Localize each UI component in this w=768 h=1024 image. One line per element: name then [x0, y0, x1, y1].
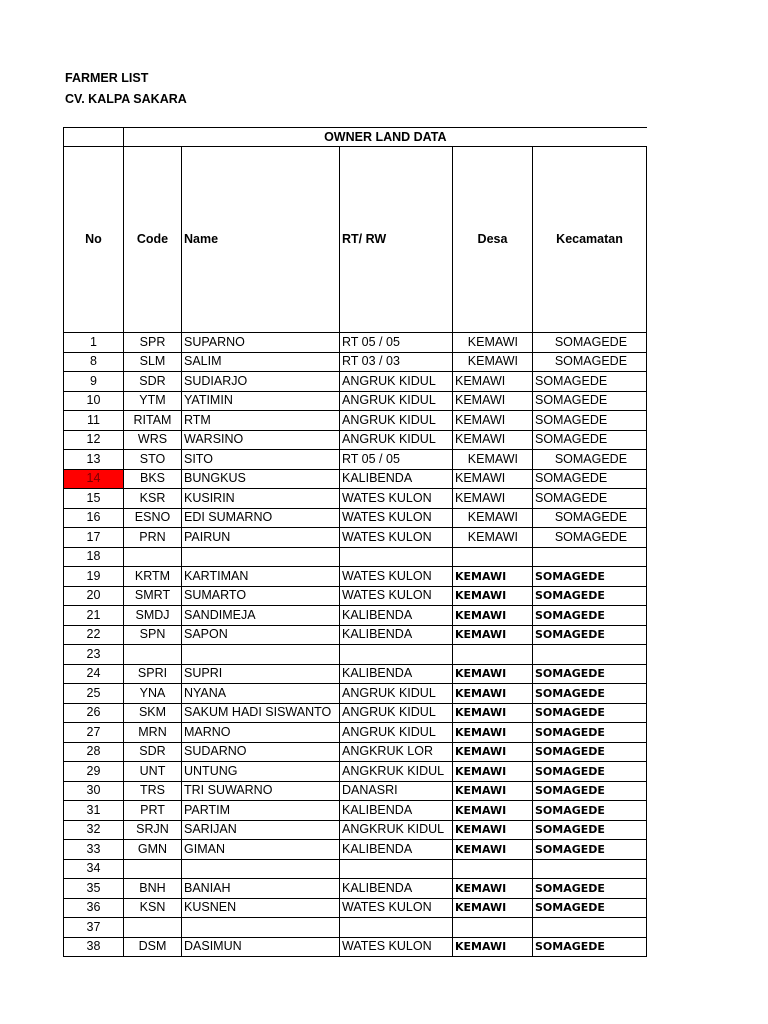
cell-rt-rw: WATES KULON — [340, 898, 453, 918]
cell-code: UNT — [124, 762, 182, 782]
cell-code: PRT — [124, 801, 182, 821]
cell-no: 12 — [64, 430, 124, 450]
cell-kecamatan: SOMAGEDE — [533, 801, 647, 821]
cell-code: SPRI — [124, 664, 182, 684]
cell-no: 10 — [64, 391, 124, 411]
cell-rt-rw: ANGRUK KIDUL — [340, 391, 453, 411]
cell-rt-rw: WATES KULON — [340, 528, 453, 548]
column-header-rt-rw: RT/ RW — [340, 147, 453, 333]
cell-desa: KEMAWI — [453, 372, 533, 392]
cell-desa: KEMAWI — [453, 352, 533, 372]
cell-code — [124, 918, 182, 938]
cell-desa: KEMAWI — [453, 469, 533, 489]
cell-rt-rw: ANGRUK KIDUL — [340, 411, 453, 431]
table-row — [64, 879, 647, 899]
cell-code: STO — [124, 450, 182, 470]
table-row — [64, 840, 647, 860]
cell-kecamatan: SOMAGEDE — [533, 508, 647, 528]
cell-kecamatan: SOMAGEDE — [533, 684, 647, 704]
table-row — [64, 508, 647, 528]
cell-name: RTM — [182, 411, 340, 431]
cell-name: SUPARNO — [182, 333, 340, 353]
document-title: FARMER LIST — [65, 71, 149, 85]
table-row — [64, 723, 647, 743]
cell-rt-rw — [340, 547, 453, 567]
cell-desa — [453, 918, 533, 938]
cell-code: SDR — [124, 372, 182, 392]
cell-code: SKM — [124, 703, 182, 723]
cell-code: SMRT — [124, 586, 182, 606]
cell-desa: KEMAWI — [453, 586, 533, 606]
cell-kecamatan: SOMAGEDE — [533, 391, 647, 411]
cell-no: 8 — [64, 352, 124, 372]
table-row — [64, 645, 647, 665]
cell-no: 15 — [64, 489, 124, 509]
cell-name: SAKUM HADI SISWANTO — [182, 703, 340, 723]
cell-code: YNA — [124, 684, 182, 704]
cell-desa: KEMAWI — [453, 333, 533, 353]
cell-kecamatan: SOMAGEDE — [533, 352, 647, 372]
cell-name — [182, 547, 340, 567]
cell-rt-rw: KALIBENDA — [340, 606, 453, 626]
cell-no: 37 — [64, 918, 124, 938]
table-row — [64, 918, 647, 938]
cell-kecamatan: SOMAGEDE — [533, 664, 647, 684]
cell-no: 25 — [64, 684, 124, 704]
cell-kecamatan — [533, 547, 647, 567]
company-name: CV. KALPA SAKARA — [65, 92, 187, 106]
cell-rt-rw — [340, 918, 453, 938]
cell-kecamatan: SOMAGEDE — [533, 333, 647, 353]
cell-no: 23 — [64, 645, 124, 665]
cell-rt-rw: WATES KULON — [340, 508, 453, 528]
cell-code: WRS — [124, 430, 182, 450]
cell-name: SANDIMEJA — [182, 606, 340, 626]
cell-rt-rw: WATES KULON — [340, 937, 453, 957]
cell-name: PARTIM — [182, 801, 340, 821]
cell-desa: KEMAWI — [453, 489, 533, 509]
cell-desa: KEMAWI — [453, 879, 533, 899]
cell-code: TRS — [124, 781, 182, 801]
cell-kecamatan: SOMAGEDE — [533, 625, 647, 645]
table-row — [64, 937, 647, 957]
cell-no: 19 — [64, 567, 124, 587]
cell-no: 14 — [64, 469, 124, 489]
cell-no: 26 — [64, 703, 124, 723]
cell-code: PRN — [124, 528, 182, 548]
cell-kecamatan: SOMAGEDE — [533, 411, 647, 431]
cell-name: YATIMIN — [182, 391, 340, 411]
cell-name: SITO — [182, 450, 340, 470]
group-header-spacer — [64, 128, 124, 147]
cell-rt-rw: RT 05 / 05 — [340, 333, 453, 353]
table-row — [64, 703, 647, 723]
cell-code: ESNO — [124, 508, 182, 528]
cell-kecamatan: SOMAGEDE — [533, 723, 647, 743]
cell-kecamatan: SOMAGEDE — [533, 372, 647, 392]
cell-desa: KEMAWI — [453, 781, 533, 801]
cell-kecamatan: SOMAGEDE — [533, 742, 647, 762]
cell-code: MRN — [124, 723, 182, 743]
cell-name: WARSINO — [182, 430, 340, 450]
column-header-name: Name — [182, 147, 340, 333]
cell-name: MARNO — [182, 723, 340, 743]
cell-name: KARTIMAN — [182, 567, 340, 587]
cell-code: KSR — [124, 489, 182, 509]
cell-name — [182, 859, 340, 879]
cell-kecamatan: SOMAGEDE — [533, 430, 647, 450]
owner-land-data-header: OWNER LAND DATA — [124, 128, 647, 147]
cell-kecamatan: SOMAGEDE — [533, 820, 647, 840]
cell-desa — [453, 547, 533, 567]
cell-code: SMDJ — [124, 606, 182, 626]
column-header-code: Code — [124, 147, 182, 333]
cell-desa: KEMAWI — [453, 762, 533, 782]
cell-name: BANIAH — [182, 879, 340, 899]
cell-no: 27 — [64, 723, 124, 743]
cell-no: 17 — [64, 528, 124, 548]
cell-code: SLM — [124, 352, 182, 372]
cell-desa: KEMAWI — [453, 898, 533, 918]
cell-name: NYANA — [182, 684, 340, 704]
cell-name: KUSIRIN — [182, 489, 340, 509]
cell-no: 34 — [64, 859, 124, 879]
cell-kecamatan: SOMAGEDE — [533, 450, 647, 470]
table-row — [64, 606, 647, 626]
cell-code: SPR — [124, 333, 182, 353]
cell-kecamatan — [533, 859, 647, 879]
cell-desa: KEMAWI — [453, 664, 533, 684]
cell-rt-rw: ANGRUK KIDUL — [340, 684, 453, 704]
cell-code: DSM — [124, 937, 182, 957]
cell-kecamatan — [533, 645, 647, 665]
cell-no: 31 — [64, 801, 124, 821]
cell-kecamatan: SOMAGEDE — [533, 469, 647, 489]
cell-name: EDI SUMARNO — [182, 508, 340, 528]
cell-kecamatan: SOMAGEDE — [533, 606, 647, 626]
cell-desa: KEMAWI — [453, 703, 533, 723]
cell-name: SUMARTO — [182, 586, 340, 606]
table-row — [64, 567, 647, 587]
cell-desa: KEMAWI — [453, 625, 533, 645]
table-row — [64, 372, 647, 392]
cell-name — [182, 645, 340, 665]
column-header-no: No — [64, 147, 124, 333]
table-row — [64, 450, 647, 470]
cell-desa — [453, 859, 533, 879]
cell-no: 20 — [64, 586, 124, 606]
cell-desa: KEMAWI — [453, 840, 533, 860]
group-header-row — [64, 128, 647, 147]
table-row — [64, 489, 647, 509]
cell-code: KSN — [124, 898, 182, 918]
cell-name: SARIJAN — [182, 820, 340, 840]
cell-name: KUSNEN — [182, 898, 340, 918]
cell-kecamatan: SOMAGEDE — [533, 840, 647, 860]
cell-no: 16 — [64, 508, 124, 528]
cell-rt-rw: WATES KULON — [340, 489, 453, 509]
cell-code: SRJN — [124, 820, 182, 840]
table-row — [64, 820, 647, 840]
cell-no: 30 — [64, 781, 124, 801]
cell-desa: KEMAWI — [453, 430, 533, 450]
table-body — [64, 333, 647, 957]
cell-no: 36 — [64, 898, 124, 918]
cell-name: BUNGKUS — [182, 469, 340, 489]
cell-no: 13 — [64, 450, 124, 470]
cell-name: SALIM — [182, 352, 340, 372]
cell-rt-rw — [340, 859, 453, 879]
cell-no: 38 — [64, 937, 124, 957]
table-row — [64, 664, 647, 684]
cell-name: GIMAN — [182, 840, 340, 860]
cell-no: 28 — [64, 742, 124, 762]
table-row — [64, 859, 647, 879]
cell-name: SUDARNO — [182, 742, 340, 762]
cell-kecamatan: SOMAGEDE — [533, 937, 647, 957]
cell-code: RITAM — [124, 411, 182, 431]
table-row — [64, 801, 647, 821]
table-row — [64, 547, 647, 567]
cell-kecamatan: SOMAGEDE — [533, 489, 647, 509]
table-row — [64, 352, 647, 372]
cell-desa: KEMAWI — [453, 391, 533, 411]
cell-desa: KEMAWI — [453, 742, 533, 762]
table-row — [64, 586, 647, 606]
cell-no: 9 — [64, 372, 124, 392]
cell-no: 21 — [64, 606, 124, 626]
cell-name: UNTUNG — [182, 762, 340, 782]
cell-kecamatan: SOMAGEDE — [533, 898, 647, 918]
cell-rt-rw: KALIBENDA — [340, 469, 453, 489]
cell-kecamatan: SOMAGEDE — [533, 762, 647, 782]
table-row — [64, 469, 647, 489]
cell-code — [124, 547, 182, 567]
farmer-table — [63, 127, 647, 957]
column-header-desa: Desa — [453, 147, 533, 333]
cell-kecamatan: SOMAGEDE — [533, 586, 647, 606]
cell-name: SUDIARJO — [182, 372, 340, 392]
table-row — [64, 430, 647, 450]
cell-code: BNH — [124, 879, 182, 899]
cell-rt-rw: WATES KULON — [340, 586, 453, 606]
cell-rt-rw: KALIBENDA — [340, 664, 453, 684]
cell-kecamatan: SOMAGEDE — [533, 781, 647, 801]
cell-name: TRI SUWARNO — [182, 781, 340, 801]
cell-code: YTM — [124, 391, 182, 411]
cell-name: DASIMUN — [182, 937, 340, 957]
cell-desa: KEMAWI — [453, 606, 533, 626]
cell-rt-rw: ANGKRUK KIDUL — [340, 820, 453, 840]
cell-rt-rw: ANGKRUK LOR — [340, 742, 453, 762]
cell-rt-rw — [340, 645, 453, 665]
cell-kecamatan: SOMAGEDE — [533, 567, 647, 587]
cell-code: GMN — [124, 840, 182, 860]
cell-rt-rw: RT 03 / 03 — [340, 352, 453, 372]
cell-code: KRTM — [124, 567, 182, 587]
cell-desa: KEMAWI — [453, 820, 533, 840]
cell-desa: KEMAWI — [453, 567, 533, 587]
cell-rt-rw: KALIBENDA — [340, 879, 453, 899]
cell-rt-rw: ANGRUK KIDUL — [340, 703, 453, 723]
cell-name: SAPON — [182, 625, 340, 645]
cell-code — [124, 859, 182, 879]
column-header-kecamatan: Kecamatan — [533, 147, 647, 333]
cell-no: 32 — [64, 820, 124, 840]
cell-no: 22 — [64, 625, 124, 645]
cell-desa: KEMAWI — [453, 508, 533, 528]
cell-no: 18 — [64, 547, 124, 567]
cell-desa: KEMAWI — [453, 723, 533, 743]
cell-desa: KEMAWI — [453, 528, 533, 548]
cell-rt-rw: ANGRUK KIDUL — [340, 430, 453, 450]
cell-no: 29 — [64, 762, 124, 782]
cell-code: SDR — [124, 742, 182, 762]
column-header-row — [64, 147, 647, 333]
cell-rt-rw: KALIBENDA — [340, 625, 453, 645]
cell-no: 1 — [64, 333, 124, 353]
cell-desa — [453, 645, 533, 665]
table-row — [64, 742, 647, 762]
cell-desa: KEMAWI — [453, 801, 533, 821]
cell-no: 24 — [64, 664, 124, 684]
cell-code: BKS — [124, 469, 182, 489]
cell-rt-rw: ANGRUK KIDUL — [340, 723, 453, 743]
cell-desa: KEMAWI — [453, 684, 533, 704]
cell-rt-rw: RT 05 / 05 — [340, 450, 453, 470]
table-row — [64, 625, 647, 645]
cell-desa: KEMAWI — [453, 411, 533, 431]
cell-kecamatan: SOMAGEDE — [533, 879, 647, 899]
cell-no: 11 — [64, 411, 124, 431]
cell-rt-rw: DANASRI — [340, 781, 453, 801]
cell-rt-rw: KALIBENDA — [340, 840, 453, 860]
cell-desa: KEMAWI — [453, 450, 533, 470]
cell-rt-rw: ANGRUK KIDUL — [340, 372, 453, 392]
table-row — [64, 684, 647, 704]
table-row — [64, 781, 647, 801]
table-row — [64, 762, 647, 782]
cell-rt-rw: KALIBENDA — [340, 801, 453, 821]
cell-kecamatan — [533, 918, 647, 938]
cell-no: 33 — [64, 840, 124, 860]
table-row — [64, 411, 647, 431]
cell-name — [182, 918, 340, 938]
cell-rt-rw: ANGKRUK KIDUL — [340, 762, 453, 782]
cell-name: PAIRUN — [182, 528, 340, 548]
cell-kecamatan: SOMAGEDE — [533, 703, 647, 723]
cell-code: SPN — [124, 625, 182, 645]
cell-code — [124, 645, 182, 665]
cell-kecamatan: SOMAGEDE — [533, 528, 647, 548]
table-row — [64, 391, 647, 411]
cell-desa: KEMAWI — [453, 937, 533, 957]
cell-no: 35 — [64, 879, 124, 899]
table-row — [64, 898, 647, 918]
cell-name: SUPRI — [182, 664, 340, 684]
table-row — [64, 528, 647, 548]
cell-rt-rw: WATES KULON — [340, 567, 453, 587]
table-row — [64, 333, 647, 353]
